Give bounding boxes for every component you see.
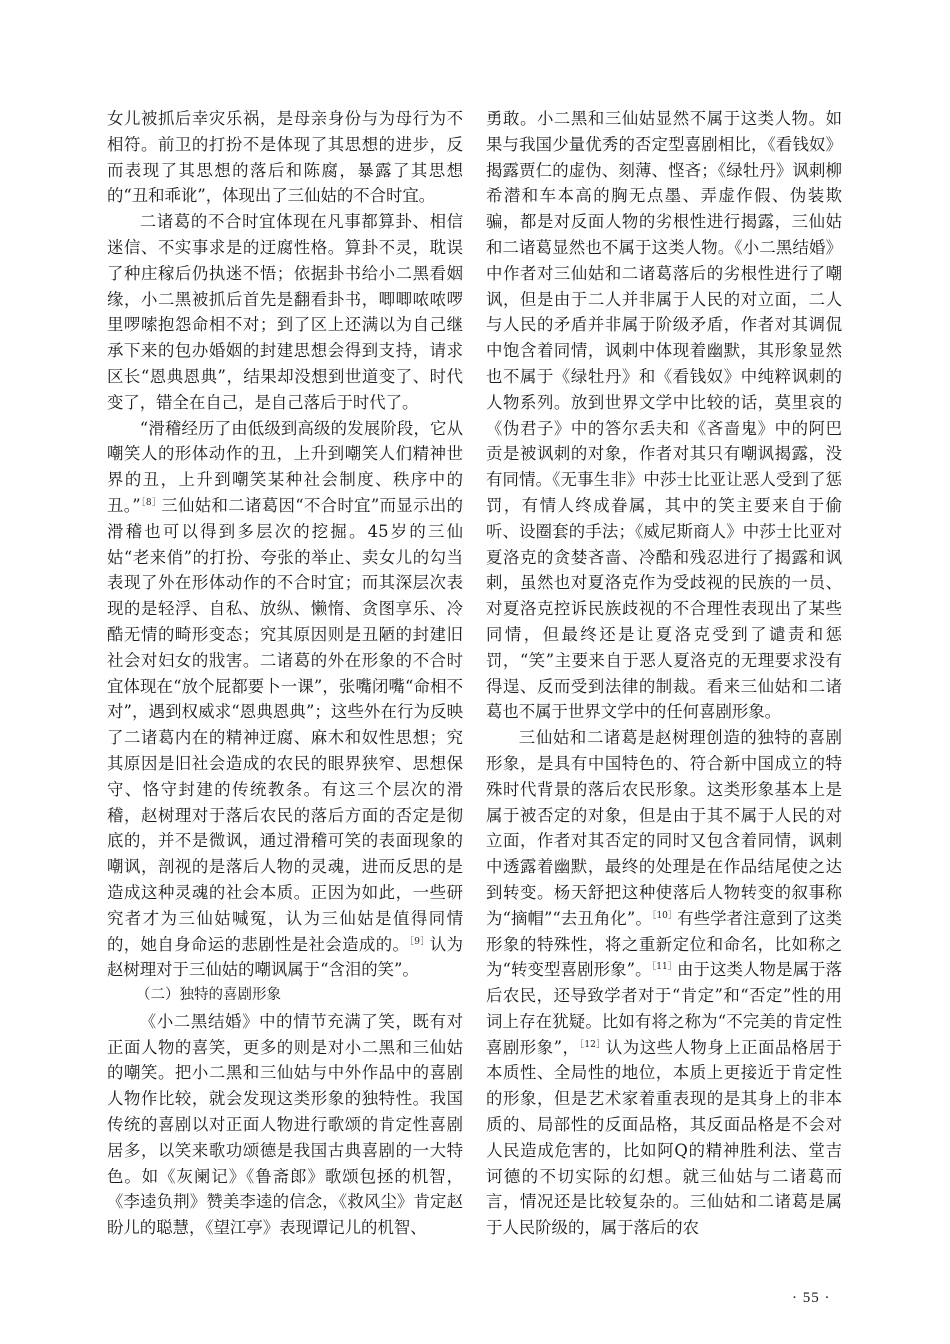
paragraph: 勇敢。小二黑和三仙姑显然不属于这类人物。如果与我国少量优秀的否定型喜剧相比，《看钱奴》揭露贾仁的虚伪、刻薄、悭吝；《绿牡丹》讽刺柳希潜和车本高的胸无点墨、弄虚作假、伪装欺骗，都是对反面人物的劣根性进行揭露，三仙姑和二诸葛显然也不属于这类人物。《小二黑结婚》中作者对三仙姑和二诸葛落后的劣根性进行了嘲讽，但是由于二人并非属于人民的对立面，二人与人民的矛盾并非属于阶级矛盾，作者对其调侃中饱含着同情，讽刺中体现着幽默，其形象显然也不属于《绿牡丹》和《看钱奴》中纯粹讽刺的人物系列。放到世界文学中比较的话，莫里哀的《伪君子》中的答尔丢夫和《吝啬鬼》中的阿巴贡是被讽刺的对象，作者对其只有嘲讽揭露，没有同情。《无事生非》中莎士比亚让恶人受到了惩罚，有情人终成眷属，其中的笑主要来自于偷听、设圈套的手法；《威尼斯商人》中莎士比亚对夏洛克的贪婪吝啬、冷酷和残忍进行了揭露和讽刺，虽然也对夏洛克作为受歧视的民族的一员、对夏洛克控诉民族歧视的不合理性表现出了某些同情，但最终还是让夏洛克受到了谴责和惩罚，“笑”主要来自于恶人夏洛克的无理要求没有得逞、反而受到法律的制裁。看来三仙姑和二诸葛也不属于世界文学中的任何喜剧形象。 xyxy=(486,109,842,722)
paragraph-text: 由于这类人物是属于落后农民，还导致学者对于“肯定”和“否定”性的用词上存在犹疑。比如有将之称为“不完美的肯定性喜剧形象”， xyxy=(486,960,843,1057)
citation-11: ［11］ xyxy=(651,962,677,973)
right-column xyxy=(486,106,842,1241)
citation-10: ［10］ xyxy=(651,910,678,921)
citation-8: ［8］ xyxy=(140,497,162,508)
paragraph: 《小二黑结婚》中的情节充满了笑，既有对正面人物的喜笑，更多的则是对小二黑和三仙姑的嘲笑。把小二黑和三仙姑与中外作品中的喜剧人物作比较，就会发现这类形象的独特性。我国传统的喜剧以对正面人物进行歌颂的肯定性喜剧居多，以笑来歌功颂德是我国古典喜剧的一大特色。如《灰阑记》《鲁斋郎》歌颂包拯的机智，《李逵负荆》赞美李逵的信念，《救风尘》肯定赵盼儿的聪慧，《望江亭》表现谭记儿的机智、 xyxy=(107,1011,463,1238)
paragraph-text: 有些学者注意到了这类形象的特殊性，将之重新定位和命名，比如称之为“转变型喜剧形象”。 xyxy=(486,908,843,980)
paragraph-text: 认为这些人物身上正面品格居于本质性、全局性的地位，本质上更接近于肯定性的形象，但是艺术家着重表现的是其身上的非本质的、局部性的反面品格，其反面品格是不会对人民造成危害的，比如阿Q的精神胜利法、堂吉诃德的不切实际的幻想。就三仙姑与二诸葛而言，情况还是比较复杂的。三仙姑和二诸葛是属于人民阶级的，属于落后的农 xyxy=(486,1037,842,1238)
paragraph: 女儿被抓后幸灾乐祸，是母亲身份与为母行为不相符。前卫的打扮不是体现了其思想的进步，反而表现了其思想的落后和陈腐，暴露了其思想的“丑和乖讹”，体现出了三仙姑的不合时宜。 xyxy=(107,109,463,206)
citation-12: ［12］ xyxy=(579,1039,606,1050)
paragraph-text: 三仙姑和二诸葛是赵树理创造的独特的喜剧形象，是具有中国特色的、符合新中国成立的特殊时代背景的落后农民形象。这类形象基本上是属于被否定的对象，但是由于其不属于人民的对立面，作者对其否定的同时又包含着同情，讽刺中透露着幽默，最终的处理是在作品结尾使之达到转变。杨天舒把这种使落后人物转变的叙事称为“摘帽”“去丑角化”。 xyxy=(486,728,842,928)
quotation-text: “滑稽经历了由低级到高级的发展阶段，它从嘲笑人的形体动作的丑，上升到嘲笑人们精神世界的丑，上升到嘲笑某种社会制度、秩序中的丑。” xyxy=(107,418,463,515)
left-column xyxy=(107,106,463,1241)
paragraph: 二诸葛的不合时宜体现在凡事都算卦、相信迷信、不实事求是的迂腐性格。算卦不灵，耽误了种庄稼后仍执迷不悟；依据卦书给小二黑看姻缘，小二黑被抓后首先是翻看卦书，唧唧哝哝啰里啰嗦抱怨命相不对；到了区上还满以为自己继承下来的包办婚姻的封建思想会得到支持，请求区长“恩典恩典”，结果却没想到世道变了、时代变了，错全在自己，是自己落后于时代了。 xyxy=(107,212,463,412)
paragraph xyxy=(107,416,463,984)
paragraph xyxy=(486,725,842,1241)
section-heading: （二）独特的喜剧形象 xyxy=(136,987,281,1004)
page-number: · 55 · xyxy=(792,1290,831,1306)
paragraph-text: 认为赵树理对于三仙姑的嘲讽属于“含泪的笑”。 xyxy=(107,934,464,980)
citation-9: ［9］ xyxy=(409,936,430,947)
paragraph-text: 三仙姑和二诸葛因“不合时宜”而显示出的滑稽也可以得到多层次的挖掘。45岁的三仙姑“老来俏”的打扮、夸张的举止、卖女儿的勾当表现了外在形体动作的不合时宜；而其深层次表现的是轻浮、自私、放纵、懒惰、贪图享乐、冷酷无情的畸形变态；究其原因则是丑陋的封建旧社会对妇女的戕害。二诸葛的外在形象的不合时宜体现在“放个屁都要卜一课”，张嘴闭嘴“命相不对”，遇到权威求“恩典恩典”；这些外在行为反映了二诸葛内在的精神迂腐、麻木和奴性思想；究其原因是旧社会造成的农民的眼界狭窄、思想保守、恪守封建的传统教条。有这三个层次的滑稽，赵树理对于落后农民的落后方面的否定是彻底的，并不是微讽，通过滑稽可笑的表面现象的嘲讽，剖视的是落后人物的灵魂，进而反思的是造成这种灵魂的社会本质。正因为如此，一些研究者才为三仙姑喊冤，认为三仙姑是值得同情的，她自身命运的悲剧性是社会造成的。 xyxy=(107,495,463,954)
